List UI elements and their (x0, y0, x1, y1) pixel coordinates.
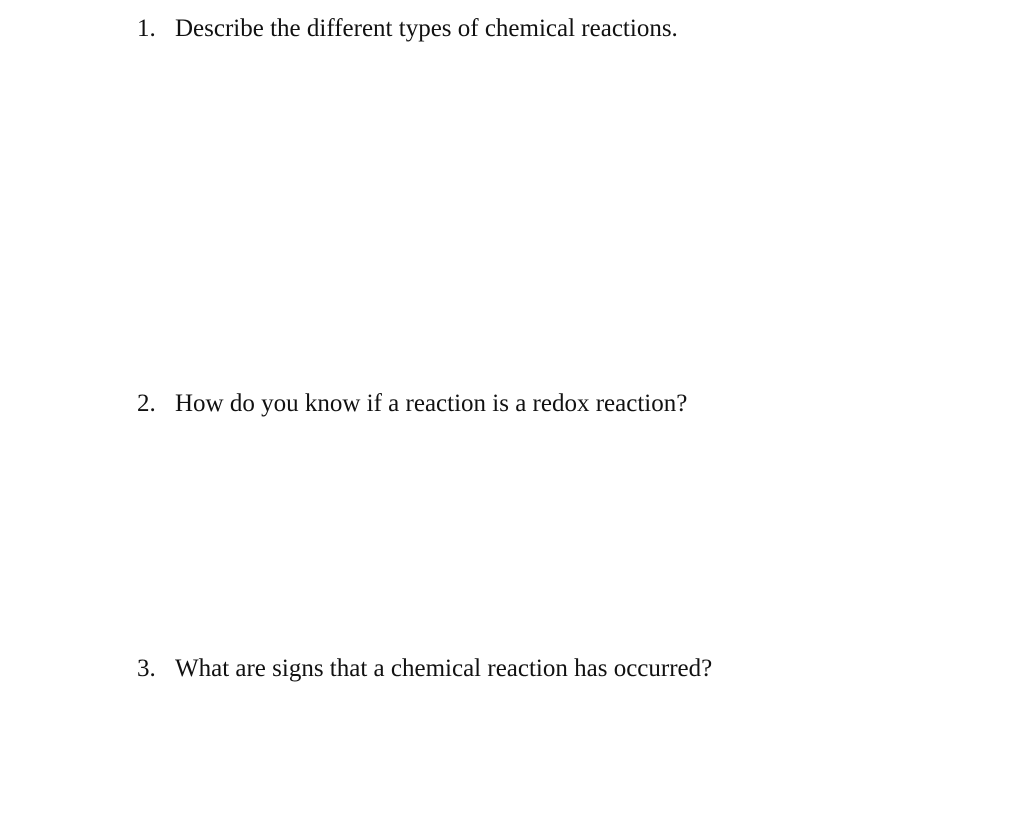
question-3 (137, 654, 712, 684)
question-text: What are signs that a chemical reaction has occurred? (175, 655, 713, 682)
question-2 (137, 389, 687, 419)
question-1 (137, 14, 678, 44)
question-number: 2. (137, 390, 156, 417)
question-text: How do you know if a reaction is a redox reaction? (175, 390, 688, 417)
question-number: 3. (137, 655, 156, 682)
question-number: 1. (137, 15, 156, 42)
question-text: Describe the different types of chemical reactions. (175, 15, 678, 42)
